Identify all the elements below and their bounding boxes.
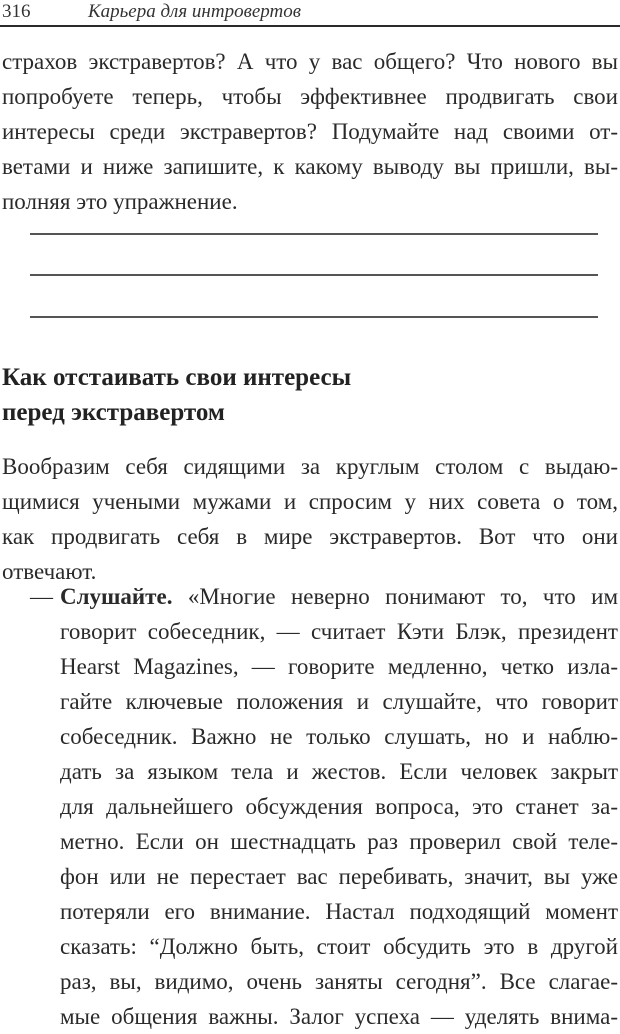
text-line: собеседник. Важно не только слушать, но и наблю- (60, 724, 618, 749)
text-line: фон или не перестает вас перебивать, значит, вы уже (60, 864, 618, 889)
text-line: говорит собеседник, — считает Кэти Блэк, президент (60, 619, 618, 644)
text-line: интересы среди экстравертов? Подумайте над своими от- (2, 119, 618, 144)
text-line: ветами и ниже запишите, к какому выводу вы пришли, вы- (2, 154, 618, 179)
answer-line (30, 316, 598, 318)
text-line: отвечают. (2, 559, 97, 584)
text-line: для дальнейшего обсуждения вопроса, это станет за- (60, 794, 618, 819)
text-line: сказать: “Должно быть, стоит обсудить это в другой (60, 934, 618, 959)
answer-line (30, 274, 598, 276)
list-item-first-line-text: «Многие неверно понимают то, что им (187, 584, 618, 609)
running-title: Карьера для интровертов (88, 1, 301, 22)
text-line: полняя это упражнение. (2, 189, 238, 214)
text-line: гайте ключевые положения и слушайте, что говорит (60, 689, 618, 714)
text-line: мые общения важны. Залог успеха — уделять внима- (60, 1004, 618, 1029)
text-line: раз, вы, видимо, очень заняты сегодня”. Все слагае- (60, 969, 618, 994)
heading-line: Как отстаивать свои интересы (2, 364, 352, 391)
text-line: Hearst Magazines, — говорите медленно, четко изла- (60, 654, 618, 679)
page-header (0, 0, 620, 27)
text-line: щимися учеными мужами и спросим у них совета о том, (2, 489, 618, 514)
heading-line: перед экстравертом (2, 399, 225, 426)
list-item-label: Слушайте. (60, 584, 173, 609)
text-line: Вообразим себя сидящими за круглым столом с выдаю- (2, 454, 618, 479)
text-line: потеряли его внимание. Настал подходящий момент (60, 899, 618, 924)
answer-line (30, 233, 598, 235)
text-line: страхов экстравертов? А что у вас общего? Что нового вы (2, 49, 618, 74)
text-line: попробуете теперь, чтобы эффективнее продвигать свои (2, 84, 618, 109)
page-number: 316 (2, 1, 31, 22)
text-line: как продвигать себя в мире экстравертов. Вот что они (2, 524, 618, 549)
em-dash: — (30, 584, 53, 609)
text-line: метно. Если он шестнадцать раз проверил свой теле- (60, 829, 618, 854)
text-line: дать за языком тела и жестов. Если человек закрыт (60, 759, 618, 784)
list-item-first-line (60, 580, 618, 614)
